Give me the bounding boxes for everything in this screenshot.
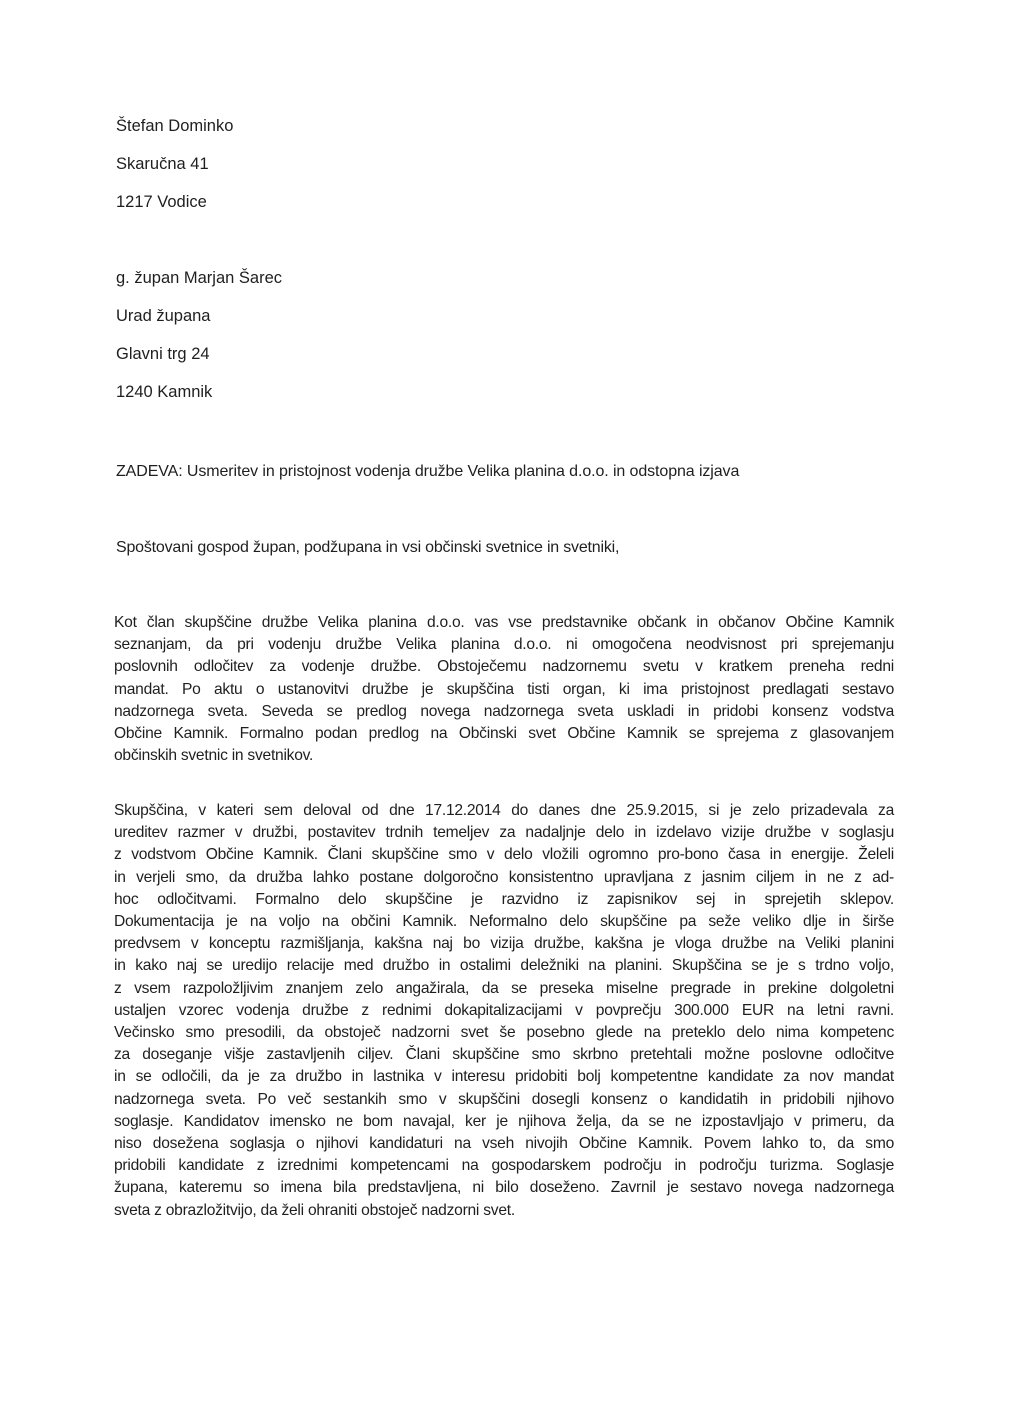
paragraph-line: Kot član skupščine družbe Velika planina d.o.o. vas vse predstavnike občank in občanov Občine Kamnik: [114, 614, 894, 631]
paragraph-line: niso dosežena soglasja o njihovi kandidaturi na vseh nivojih Občine Kamnik. Povem lahko to, da smo: [114, 1135, 894, 1153]
paragraph-line: sveta z obrazložitvijo, da želi ohraniti obstoječ nadzorni svet.: [114, 1201, 515, 1219]
sender-name: Štefan Dominko: [116, 117, 234, 135]
sender-city: 1217 Vodice: [116, 193, 207, 211]
paragraph-line: poslovnih odločitev za vodenje družbe. Obstoječemu nadzornemu svetu v kratkem preneha redni: [114, 658, 894, 676]
recipient-office: Urad župana: [116, 307, 211, 325]
paragraph-line: za doseganje višje zastavljenih ciljev. Člani skupščine smo skrbno pretehtali možne poslovne odločitve: [114, 1046, 894, 1064]
salutation: Spoštovani gospod župan, podžupana in vsi občinski svetnice in svetniki,: [116, 539, 620, 556]
paragraph-line: nadzornega sveta. Seveda se predlog novega nadzornega sveta uskladi in pridobi konsenz vodstva: [114, 702, 894, 720]
paragraph-line: z vodstvom Občine Kamnik. Člani skupščine smo v delo vložili ogromno pro-bono časa in energije. Želeli: [114, 846, 894, 864]
paragraph-line: predvsem v konceptu razmišljanja, kakšna naj bo vizija družbe, kakšna je vloga družbe na Veliki planini: [114, 935, 894, 953]
subject-line: ZADEVA: Usmeritev in pristojnost vodenja družbe Velika planina d.o.o. in odstopna izjava: [116, 463, 740, 480]
paragraph-line: in kako naj se uredijo relacije med družbo in ostalimi deležniki na planini. Skupščina se je s trdno voljo,: [114, 957, 894, 975]
paragraph-line: mandat. Po aktu o ustanovitvi družbe je skupščina tisti organ, ki ima pristojnost predlagati sestavo: [114, 680, 894, 698]
paragraph-line: Občine Kamnik. Formalno podan predlog na Občinski svet Občine Kamnik se sprejema z glasovanjem: [114, 725, 894, 743]
paragraph-line: soglasje. Kandidatov imensko ne bom navajal, ker je njihova želja, da se ne izpostavljajo v primeru, da: [114, 1112, 894, 1130]
paragraph-line: občinskih svetnic in svetnikov.: [114, 747, 314, 765]
paragraph-line: nadzornega sveta. Po več sestankih smo v skupščini dosegli konsenz o kandidatih in pridobili njihovo: [114, 1090, 894, 1108]
paragraph-line: Večinsko smo presodili, da obstoječ nadzorni svet še posebno glede na preteklo delo nima kompetenc: [114, 1024, 894, 1042]
paragraph-line: župana, kateremu so imena bila predstavljena, ni bilo doseženo. Zavrnil je sestavo novega nadzornega: [114, 1179, 894, 1197]
paragraph-line: pridobili kandidate z izrednimi kompetencami na gospodarskem področju in področju turizma. Soglasje: [114, 1157, 894, 1175]
body-paragraph-1: [114, 612, 894, 767]
paragraph-line: Skupščina, v kateri sem deloval od dne 17.12.2014 do danes dne 25.9.2015, si je zelo prizadevala za: [114, 802, 894, 819]
paragraph-line: in se odločili, da je za družbo in lastnika v interesu pridobiti bolj kompetentne kandidate za nov mandat: [114, 1068, 894, 1086]
paragraph-line: hoc odločitvami. Formalno delo skupščine je razvidno iz zapisnikov sej in sprejetih sklepov.: [114, 890, 894, 908]
body-paragraph-2: [114, 800, 894, 1222]
paragraph-line: seznanjam, da pri vodenju družbe Velika planina d.o.o. ni omogočena neodvisnost pri sprejemanju: [114, 636, 894, 654]
sender-street: Skaručna 41: [116, 155, 209, 173]
paragraph-line: ustaljen vzorec vodenja družbe z rednimi dokapitalizacijami v povprečju 300.000 EUR na letni ravni.: [114, 1001, 894, 1019]
recipient-city: 1240 Kamnik: [116, 383, 213, 401]
paragraph-line: in verjeli smo, da družba lahko postane dolgoročno konsistentno upravljana z jasnim ciljem in ne z ad-: [114, 868, 894, 886]
paragraph-line: ureditev razmer v družbi, postavitev trdnih temeljev za nadaljnje delo in izdelavo vizije družbe v soglasju: [114, 824, 894, 842]
recipient-street: Glavni trg 24: [116, 345, 210, 363]
paragraph-line: Dokumentacija je na voljo na občini Kamnik. Neformalno delo skupščine pa seže veliko dlje in širše: [114, 913, 894, 931]
recipient-name: g. župan Marjan Šarec: [116, 269, 283, 287]
paragraph-line: z vsem razpoložljivim znanjem zelo angažirala, da se preseka miselne pregrade in prekine dolgoletni: [114, 979, 894, 997]
